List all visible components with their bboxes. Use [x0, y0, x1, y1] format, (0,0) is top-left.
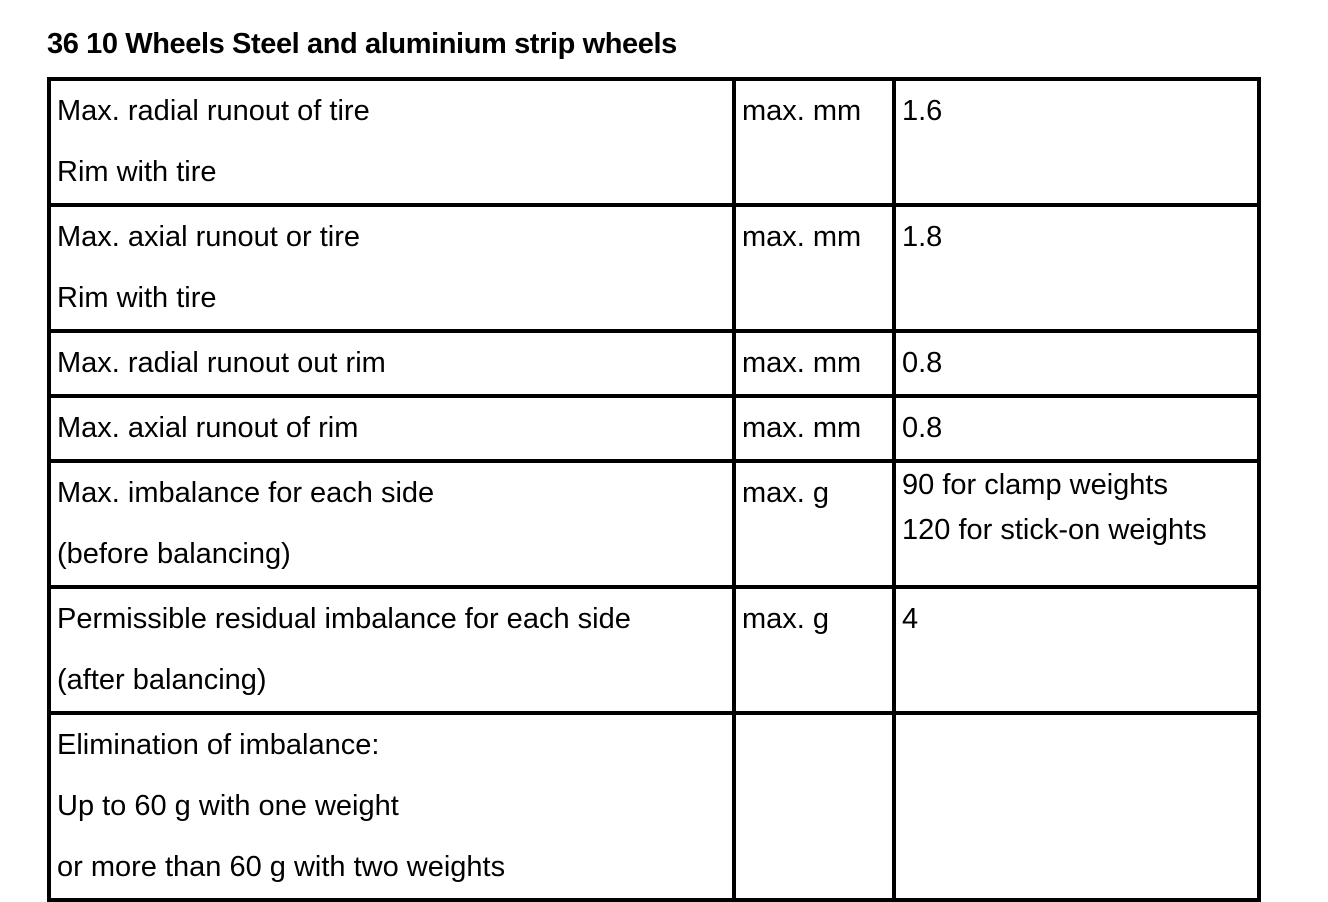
description-line: or more than 60 g with two weights	[57, 851, 506, 883]
description-line: Rim with tire	[57, 282, 217, 314]
description-line: Max. radial runout of tire	[57, 95, 370, 127]
spec-table	[47, 77, 1261, 902]
value-cell	[894, 205, 1259, 331]
table-row	[49, 587, 1259, 713]
unit-cell: max. mm	[734, 396, 894, 461]
value-cell	[894, 713, 1259, 900]
value-cell	[894, 396, 1259, 461]
page-title: 36 10 Wheels Steel and aluminium strip wheels	[47, 28, 677, 60]
value-line: 1.8	[902, 221, 943, 253]
table-row	[49, 205, 1259, 331]
unit-cell: max. g	[734, 461, 894, 587]
description-line: Permissible residual imbalance for each side	[57, 603, 631, 635]
description-line: (before balancing)	[57, 538, 291, 570]
description-cell	[49, 205, 734, 331]
description-line: Up to 60 g with one weight	[57, 790, 399, 822]
description-line: Max. axial runout of rim	[57, 412, 359, 444]
description-line: Max. axial runout or tire	[57, 221, 361, 253]
table-row	[49, 396, 1259, 461]
value-cell	[894, 461, 1259, 587]
description-line: Max. radial runout out rim	[57, 347, 386, 379]
table-row	[49, 713, 1259, 900]
unit-cell: max. mm	[734, 79, 894, 205]
value-cell	[894, 587, 1259, 713]
value-line: 120 for stick-on weights	[902, 514, 1207, 546]
table-row	[49, 79, 1259, 205]
value-line: 4	[902, 603, 919, 635]
unit-cell: max. mm	[734, 331, 894, 396]
value-line: 0.8	[902, 412, 943, 444]
unit-cell	[734, 713, 894, 900]
value-cell	[894, 79, 1259, 205]
description-line: (after balancing)	[57, 664, 267, 696]
unit-cell: max. mm	[734, 205, 894, 331]
description-cell	[49, 79, 734, 205]
value-cell	[894, 331, 1259, 396]
table-row	[49, 461, 1259, 587]
description-cell	[49, 461, 734, 587]
unit-cell: max. g	[734, 587, 894, 713]
description-line: Elimination of imbalance:	[57, 729, 380, 761]
value-line: 0.8	[902, 347, 943, 379]
description-line: Rim with tire	[57, 156, 217, 188]
description-cell	[49, 396, 734, 461]
table-row	[49, 331, 1259, 396]
description-cell	[49, 331, 734, 396]
description-cell	[49, 713, 734, 900]
value-line: 1.6	[902, 95, 943, 127]
description-cell	[49, 587, 734, 713]
description-line: Max. imbalance for each side	[57, 477, 435, 509]
value-line: 90 for clamp weights	[902, 469, 1168, 501]
